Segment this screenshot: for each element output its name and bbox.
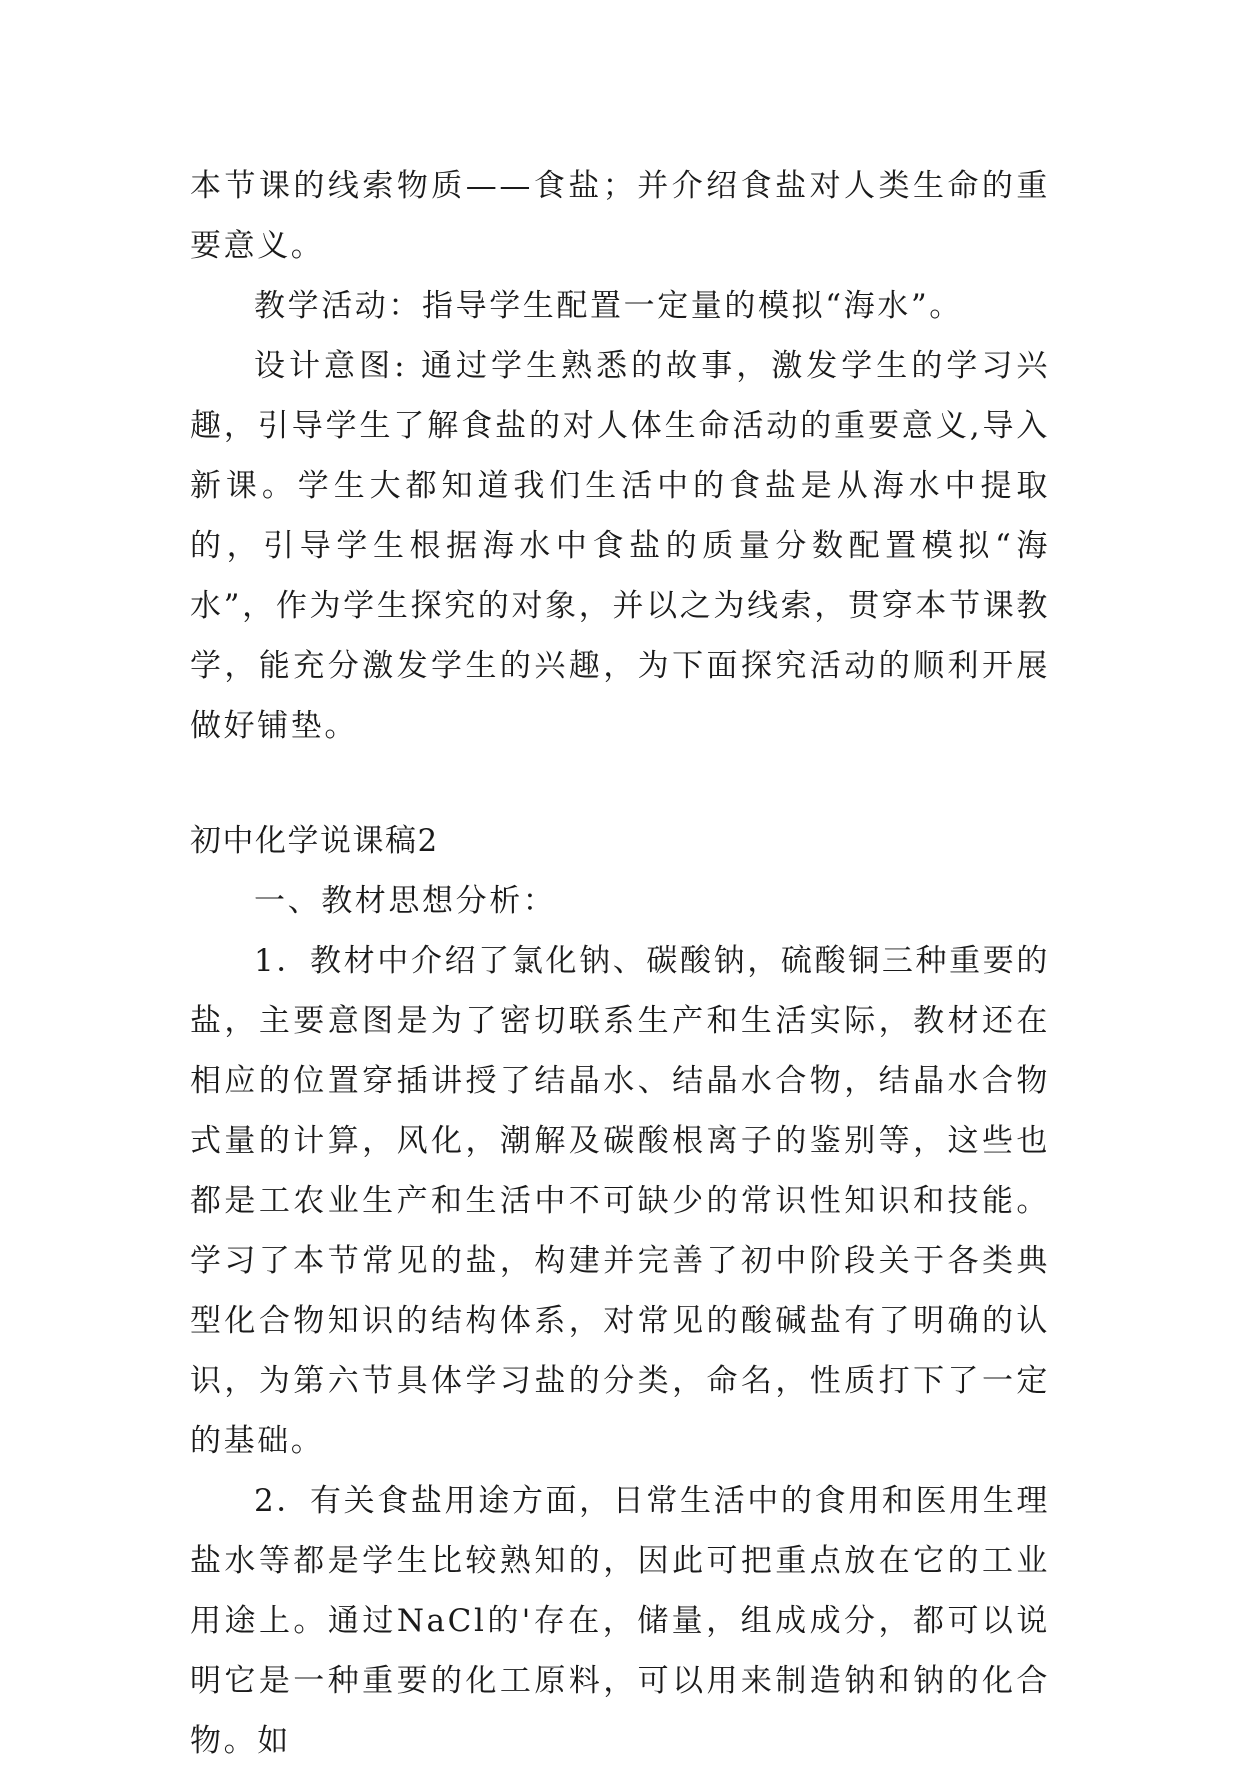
- document-body: [190, 156, 1050, 1771]
- paragraph-salt-intro: 本节课的线索物质——食盐；并介绍食盐对人类生命的重要意义。: [190, 168, 1050, 264]
- paragraph-point-2: 2．有关食盐用途方面，日常生活中的食用和医用生理盐水等都是学生比较熟知的，因此可把重点放在它的工业用途上。通过NaCl的'存在，储量，组成成分，都可以说明它是一种重要的化工原料，可以用来制造钠和钠的化合物。如: [190, 1483, 1050, 1759]
- section-heading: 一、教材思想分析：: [254, 883, 557, 919]
- paragraph-design-intent: 设计意图: 通过学生熟悉的故事，激发学生的学习兴趣，引导学生了解食盐的对人体生命活动的重要意义,导入新课。学生大都知道我们生活中的食盐是从海水中提取的，引导学生根据海水中食盐的质量分数配置模拟“海水”，作为学生探究的对象，并以之为线索，贯穿本节课教学，能充分激发学生的兴趣，为下面探究活动的顺利开展做好铺垫。: [190, 348, 1050, 744]
- paragraph-teaching-activity: 教学活动：指导学生配置一定量的模拟“海水”。: [254, 288, 963, 324]
- paragraph-point-1: 1．教材中介绍了氯化钠、碳酸钠，硫酸铜三种重要的盐，主要意图是为了密切联系生产和生活实际，教材还在相应的位置穿插讲授了结晶水、结晶水合物，结晶水合物式量的计算，风化，潮解及碳酸根离子的鉴别等，这些也都是工农业生产和生活中不可缺少的常识性知识和技能。学习了本节常见的盐，构建并完善了初中阶段关于各类典型化合物知识的结构体系，对常见的酸碱盐有了明确的认识，为第六节具体学习盐的分类，命名，性质打下了一定的基础。: [190, 943, 1050, 1459]
- section-title: 初中化学说课稿2: [190, 823, 439, 859]
